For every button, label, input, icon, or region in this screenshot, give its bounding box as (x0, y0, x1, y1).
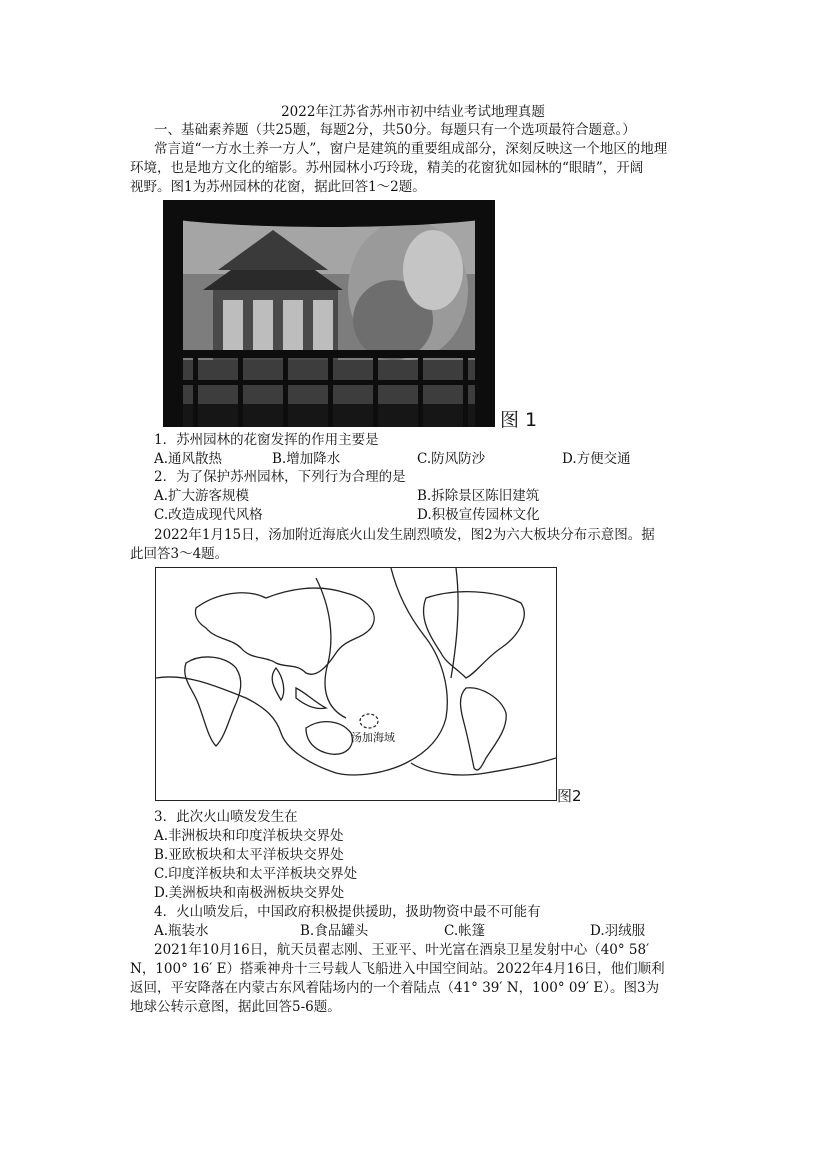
q1-option-b: B.增加降水 (272, 451, 341, 467)
q3-option-c: C.印度洋板块和太平洋板块交界处 (154, 866, 358, 882)
q1-stem: 1．苏州园林的花窗发挥的作用主要是 (154, 432, 379, 448)
plate-map (155, 567, 557, 801)
q2-option-d: D.积极宣传园林文化 (417, 507, 540, 523)
q4-option-c: C.帐篷 (444, 923, 486, 939)
q4-option-a: A.瓶装水 (154, 923, 209, 939)
q4-stem: 4．火山喷发后，中国政府积极提供援助，扱助物资中最不可能有 (154, 904, 541, 920)
intro3-line-1: 2021年10月16日，航天员翟志刚、王亚平、叶光富在酒泉卫星发射中心（40° 58′ (154, 942, 650, 958)
q3-option-a: A.非洲板块和印度洋板块交界处 (154, 828, 344, 844)
intro2-line-2: 此回答3～4题。 (130, 546, 229, 562)
section-heading: 一、基础素养题（共25题，每题2分，共50分。每题只有一个选项最符合题意。） (154, 122, 636, 138)
q1-option-a: A.通风散热 (154, 451, 223, 467)
figure-2-label: 图2 (557, 787, 582, 805)
q3-stem: 3．此次火山喷发发生在 (154, 809, 298, 825)
intro1-line-2: 环境，也是地方文化的缩影。苏州园林小巧玲珑，精美的花窗犹如园林的“眼睛”，开阔 (130, 160, 644, 176)
intro3-line-3: 返回，平安降落在内蒙古东风着陆场内的一个着陆点（41° 39′ N，100° 09′ E）。图3为 (130, 980, 660, 996)
q2-option-b: B.拆除景区陈旧建筑 (417, 488, 540, 504)
tonga-label: 汤加海域 (351, 731, 395, 744)
q4-option-b: B.食品罐头 (300, 923, 369, 939)
q2-option-a: A.扩大游客规模 (154, 488, 250, 504)
intro3-line-4: 地球公转示意图，据此回答5-6题。 (130, 999, 341, 1015)
garden-window-photo (163, 200, 495, 427)
page-title: 2022年江苏省苏州市初中结业考试地理真题 (281, 104, 545, 120)
q2-stem: 2．为了保护苏州园林，下列行为合理的是 (154, 469, 406, 485)
q1-option-d: D.方便交通 (562, 451, 631, 467)
intro1-line-1: 常言道“一方水土养一方人”，窗户是建筑的重要组成部分，深刻反映这一个地区的地理 (154, 141, 668, 157)
q3-option-b: B.亚欧板块和太平洋板块交界处 (154, 847, 344, 863)
q3-option-d: D.美洲板块和南极洲板块交界处 (154, 885, 345, 901)
intro2-line-1: 2022年1月15日，汤加附近海底火山发生剧烈喷发，图2为六大板块分布示意图。据 (154, 527, 655, 543)
q1-option-c: C.防风防沙 (417, 451, 486, 467)
q4-option-d: D.羽绒服 (590, 923, 646, 939)
intro1-line-3: 视野。图1为苏州园林的花窗，据此回答1～2题。 (130, 179, 426, 195)
intro3-line-2: N，100° 16′ E）搭乘神舟十三号载人飞船进入中国空间站。2022年4月16日，他们顺利 (130, 961, 665, 977)
q2-option-c: C.改造成现代风格 (154, 507, 263, 523)
figure-1-label: 图 1 (500, 409, 538, 431)
